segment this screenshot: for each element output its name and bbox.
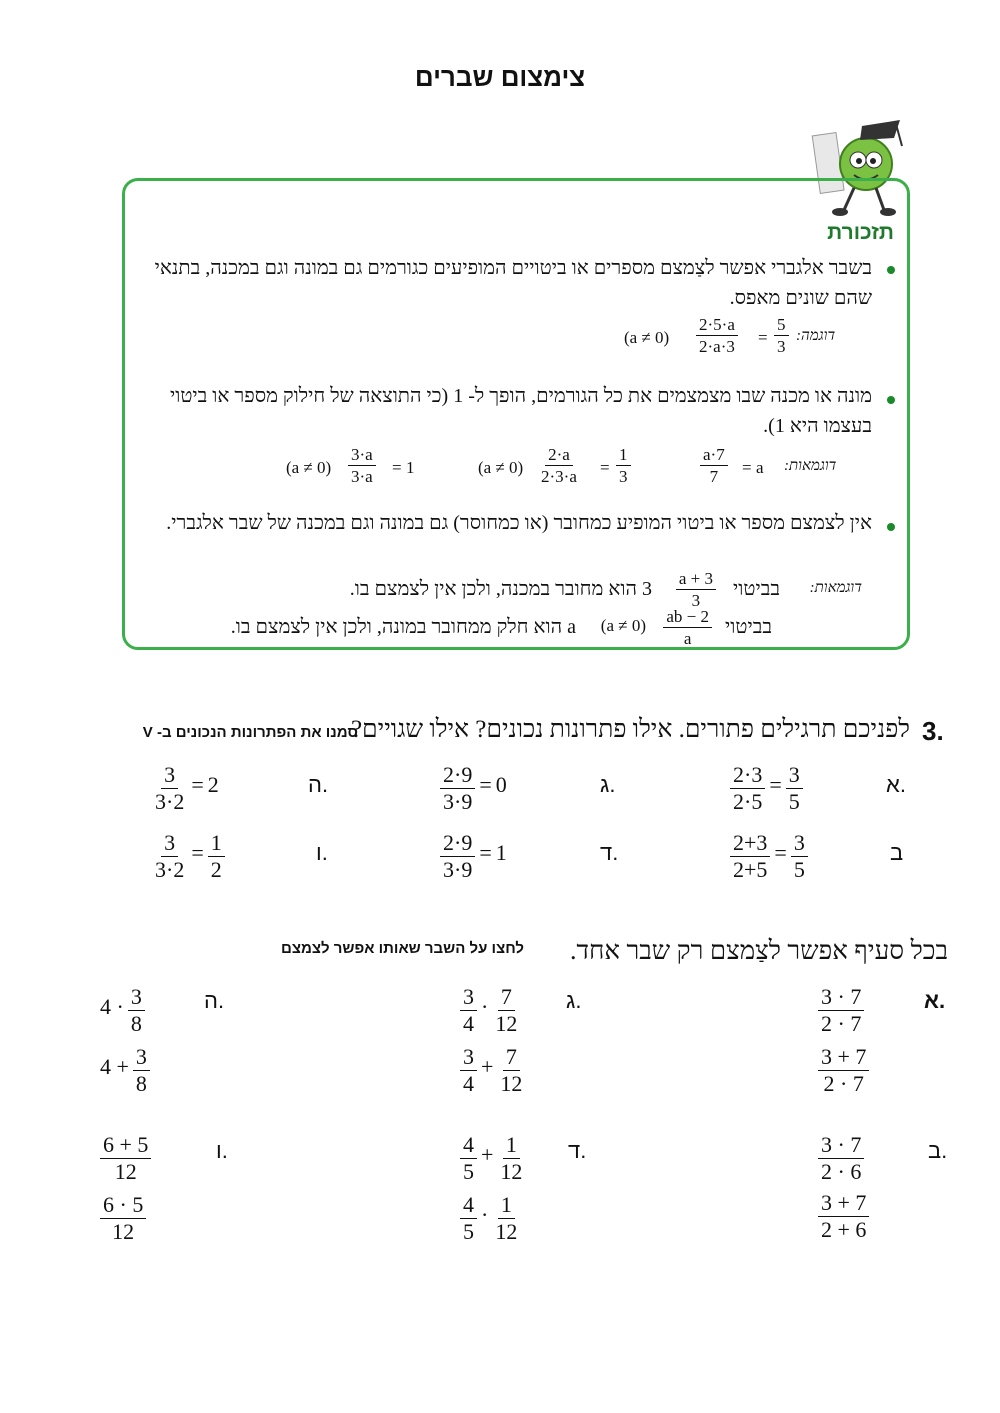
q3-item-c[interactable]: $\frac{2\cdot 9}{3\cdot 9}$ = 0 bbox=[440, 764, 507, 813]
q4-e-option-2[interactable] bbox=[100, 1046, 150, 1095]
q4-f2-numerator: 6 · 5 bbox=[100, 1194, 146, 1219]
example-1-result-num: 5 bbox=[774, 316, 789, 336]
q4-c-option-1[interactable] bbox=[460, 986, 520, 1035]
q3-a-denominator: 2·5 bbox=[733, 789, 763, 814]
q4-d1-den-b: 12 bbox=[500, 1159, 523, 1184]
q4-c2-den-b: 12 bbox=[500, 1071, 523, 1096]
q3-e-denominator: 3·2 bbox=[155, 789, 185, 814]
q3-letter-b: ב bbox=[890, 840, 904, 865]
q4-c1-den-a: 4 bbox=[463, 1011, 474, 1036]
bullet-icon bbox=[887, 266, 895, 274]
reminder-heading: תזכורת bbox=[827, 221, 894, 244]
q4-c-option-2[interactable] bbox=[460, 1046, 525, 1095]
q4-b-option-1[interactable] bbox=[818, 1134, 864, 1183]
example-3b bbox=[190, 608, 772, 648]
q4-letter-c: ג. bbox=[566, 988, 582, 1013]
q3-letter-a: א. bbox=[886, 772, 906, 797]
q3-item-f[interactable]: $\frac{3}{3\cdot 2}$ = $\frac{1}{2}$ bbox=[152, 832, 225, 881]
q3-f-result-den: 2 bbox=[210, 857, 222, 882]
q4-d2-den-a: 5 bbox=[463, 1219, 474, 1244]
q4-c2-den-a: 4 bbox=[463, 1071, 474, 1096]
q4-f1-denominator: 12 bbox=[114, 1159, 137, 1184]
q4-a-option-2[interactable] bbox=[818, 1046, 869, 1095]
bullet-icon bbox=[887, 523, 895, 531]
q3-b-result-den: 5 bbox=[793, 857, 805, 882]
example-3a bbox=[330, 570, 862, 610]
example-3b-numerator: ab − 2 bbox=[663, 608, 712, 628]
q4-f2-denominator: 12 bbox=[112, 1219, 135, 1244]
q4-f-option-2[interactable] bbox=[100, 1194, 146, 1243]
q4-e1-numerator: 3 bbox=[128, 986, 145, 1011]
q4-c1-operator: · bbox=[481, 994, 489, 1020]
example-1-denominator: 2·a·3 bbox=[699, 337, 735, 356]
q3-f-result-num: 1 bbox=[208, 832, 225, 857]
examples-label: דוגמאות: bbox=[809, 580, 862, 596]
q4-d1-den-a: 5 bbox=[463, 1159, 474, 1184]
example-3a-numerator: a + 3 bbox=[676, 570, 716, 590]
example-3a-denominator: 3 bbox=[691, 591, 701, 610]
q4-f1-numerator: 6 + 5 bbox=[100, 1134, 151, 1159]
q4-a2-denominator: 2 · 7 bbox=[823, 1071, 864, 1096]
example-2b-numerator: 2·a bbox=[545, 446, 573, 466]
example-3b-denominator: a bbox=[683, 629, 692, 648]
example-1: (a ≠ 0) $\frac{2\cdot 5\cdot a}{2\cdot a\cdot 3}$ = $\frac{5}{3}$ דוגמה: bbox=[624, 315, 836, 356]
q4-letter-d: ד. bbox=[568, 1138, 587, 1163]
example-label: דוגמה: bbox=[796, 328, 836, 344]
q4-c1-den-b: 12 bbox=[495, 1011, 518, 1036]
q3-f-numerator: 3 bbox=[161, 832, 178, 857]
q4-c1-num-a: 3 bbox=[460, 986, 477, 1011]
q4-b1-denominator: 2 · 6 bbox=[821, 1159, 862, 1184]
q4-c1-num-b: 7 bbox=[498, 986, 515, 1011]
q4-d-option-2[interactable] bbox=[460, 1194, 520, 1243]
q3-item-a[interactable]: $\frac{2\cdot 3}{2\cdot 5}$ = $\frac{3}{5}$ bbox=[730, 764, 803, 813]
q3-d-numerator: 2·9 bbox=[440, 832, 475, 857]
q4-e1-whole: 4 · bbox=[100, 994, 124, 1020]
q4-d1-num-b: 1 bbox=[503, 1134, 520, 1159]
q4-a1-denominator: 2 · 7 bbox=[821, 1011, 862, 1036]
example-1-numerator: 2·5·a bbox=[696, 316, 738, 336]
q3-c-numerator: 2·9 bbox=[440, 764, 475, 789]
q3-item-d[interactable]: $\frac{2\cdot 9}{3\cdot 9}$ = 1 bbox=[440, 832, 507, 881]
q3-item-b[interactable]: $\frac{2+3}{2+5}$ = $\frac{3}{5}$ bbox=[730, 832, 808, 881]
example-2a-denominator: 7 bbox=[709, 467, 719, 486]
q3-b-result-num: 3 bbox=[791, 832, 808, 857]
q3-a-numerator: 2·3 bbox=[730, 764, 765, 789]
q3-a-result-den: 5 bbox=[788, 789, 800, 814]
q4-letter-f: ו. bbox=[216, 1138, 228, 1163]
q4-e2-denominator: 8 bbox=[135, 1071, 147, 1096]
q3-letter-e: ה. bbox=[308, 772, 329, 797]
question-3-text: לפניכם תרגילים פתורים. אילו פתרונות נכונים? אילו שגויים? bbox=[350, 716, 910, 743]
examples-2: (a ≠ 0) $\frac{3\cdot a}{3\cdot a}$ = 1 (a ≠ 0) $\frac{2\cdot a}{2\cdot 3\cdot a}$ = $\frac{1}{3}$ $\frac{a\cdot 7}{7}$ = a דוגמאות: bbox=[286, 445, 837, 486]
q4-letter-b: ב. bbox=[928, 1138, 948, 1163]
q3-item-e[interactable]: $\frac{3}{3\cdot 2}$ = 2 bbox=[152, 764, 219, 813]
q4-c2-num-a: 3 bbox=[460, 1046, 477, 1071]
example-2c-result: 1 bbox=[406, 458, 415, 477]
examples-label: דוגמאות: bbox=[784, 458, 837, 474]
q3-d-result: 1 bbox=[495, 840, 507, 866]
q4-e2-whole: 4 + bbox=[100, 1054, 129, 1080]
q4-a-option-1[interactable] bbox=[818, 986, 864, 1035]
question-3-instruction: סמנו את הפתרונות הנכונים ב- V bbox=[142, 724, 358, 741]
question-4-instruction: לחצו על השבר שאותו אפשר לצמצם bbox=[281, 940, 524, 957]
q4-letter-a: א. bbox=[924, 988, 946, 1013]
q4-d2-operator: · bbox=[481, 1202, 489, 1228]
q3-e-numerator: 3 bbox=[161, 764, 178, 789]
reminder-bullet-3: אין לצמצם מספר או ביטוי המופיע כמחובר (או כמחוסר) גם במונה וגם במכנה של שבר אלגברי. bbox=[166, 512, 872, 534]
example-2b-denominator: 2·3·a bbox=[541, 467, 577, 486]
q4-a2-numerator: 3 + 7 bbox=[818, 1046, 869, 1071]
q4-c2-operator: + bbox=[481, 1054, 494, 1080]
q3-letter-c: ג. bbox=[600, 772, 616, 797]
example-2b-result-num: 1 bbox=[616, 446, 631, 466]
q4-b2-denominator: 2 + 6 bbox=[821, 1217, 867, 1242]
reminder-bullet-2: מונה או מכנה שבו מצמצמים את כל הגורמים, הופך ל- 1 (כי התוצאה של חילוק מספר או ביטוי בעצמו היא 1). bbox=[169, 385, 872, 437]
q4-d2-num-a: 4 bbox=[460, 1194, 477, 1219]
example-2b-condition: (a ≠ 0) bbox=[478, 458, 524, 477]
q4-e1-denominator: 8 bbox=[130, 1011, 142, 1036]
q4-letter-e: ה. bbox=[204, 988, 225, 1013]
q4-f-option-1[interactable] bbox=[100, 1134, 151, 1183]
q4-b1-numerator: 3 · 7 bbox=[818, 1134, 864, 1159]
example-2c-condition: (a ≠ 0) bbox=[286, 458, 332, 477]
q4-d2-num-b: 1 bbox=[498, 1194, 515, 1219]
example-1-condition: (a ≠ 0) bbox=[624, 328, 670, 347]
q3-c-result: 0 bbox=[495, 772, 507, 798]
example-3a-text: 3 הוא מחובר במכנה, ולכן אין לצמצם בו. bbox=[349, 578, 652, 600]
page-title: צימצום שברים bbox=[414, 62, 586, 92]
q3-letter-f: ו. bbox=[316, 840, 328, 865]
q3-b-numerator: 2+3 bbox=[730, 832, 770, 857]
q4-a1-numerator: 3 · 7 bbox=[818, 986, 864, 1011]
q3-b-denominator: 2+5 bbox=[733, 857, 768, 882]
q4-d1-num-a: 4 bbox=[460, 1134, 477, 1159]
bullet-icon bbox=[887, 396, 895, 404]
q3-d-denominator: 3·9 bbox=[443, 857, 473, 882]
q3-e-result: 2 bbox=[207, 772, 219, 798]
example-2a-numerator: a·7 bbox=[700, 446, 728, 466]
q3-c-denominator: 3·9 bbox=[443, 789, 473, 814]
question-3-number: 3. bbox=[922, 716, 944, 746]
question-4-text: בכל סעיף אפשר לצַמצם רק שבר אחד. bbox=[569, 936, 948, 965]
q4-d2-den-b: 12 bbox=[495, 1219, 518, 1244]
example-2c-denominator: 3·a bbox=[351, 467, 373, 486]
q4-b-option-2[interactable] bbox=[818, 1192, 869, 1241]
q4-d-option-1[interactable] bbox=[460, 1134, 525, 1183]
q3-letter-d: ד. bbox=[600, 840, 619, 865]
example-3b-condition: (a ≠ 0) bbox=[600, 616, 646, 635]
q4-e2-numerator: 3 bbox=[133, 1046, 150, 1071]
q4-d1-operator: + bbox=[481, 1142, 494, 1168]
example-2a-result: a bbox=[756, 458, 764, 477]
example-1-result-den: 3 bbox=[777, 337, 786, 356]
example-3b-text: a הוא חלק ממחובר במונה, ולכן אין לצמצם בו. bbox=[230, 616, 576, 638]
example-3b-prefix: בביטוי bbox=[725, 616, 772, 638]
example-2c-numerator: 3·a bbox=[348, 446, 376, 466]
q4-e-option-1[interactable] bbox=[100, 986, 145, 1035]
example-2b-result-den: 3 bbox=[619, 467, 628, 486]
q4-b2-numerator: 3 + 7 bbox=[818, 1192, 869, 1217]
q3-a-result-num: 3 bbox=[786, 764, 803, 789]
reminder-bullet-1: בשבר אלגברי אפשר לצַמצם מספרים או ביטויים המופיעים כגורמים גם במונה וגם במכנה, בתנאי שהם שונים מאפס. bbox=[154, 257, 872, 309]
q3-f-denominator: 3·2 bbox=[155, 857, 185, 882]
q4-c2-num-b: 7 bbox=[503, 1046, 520, 1071]
example-3a-prefix: בביטוי bbox=[733, 578, 780, 600]
